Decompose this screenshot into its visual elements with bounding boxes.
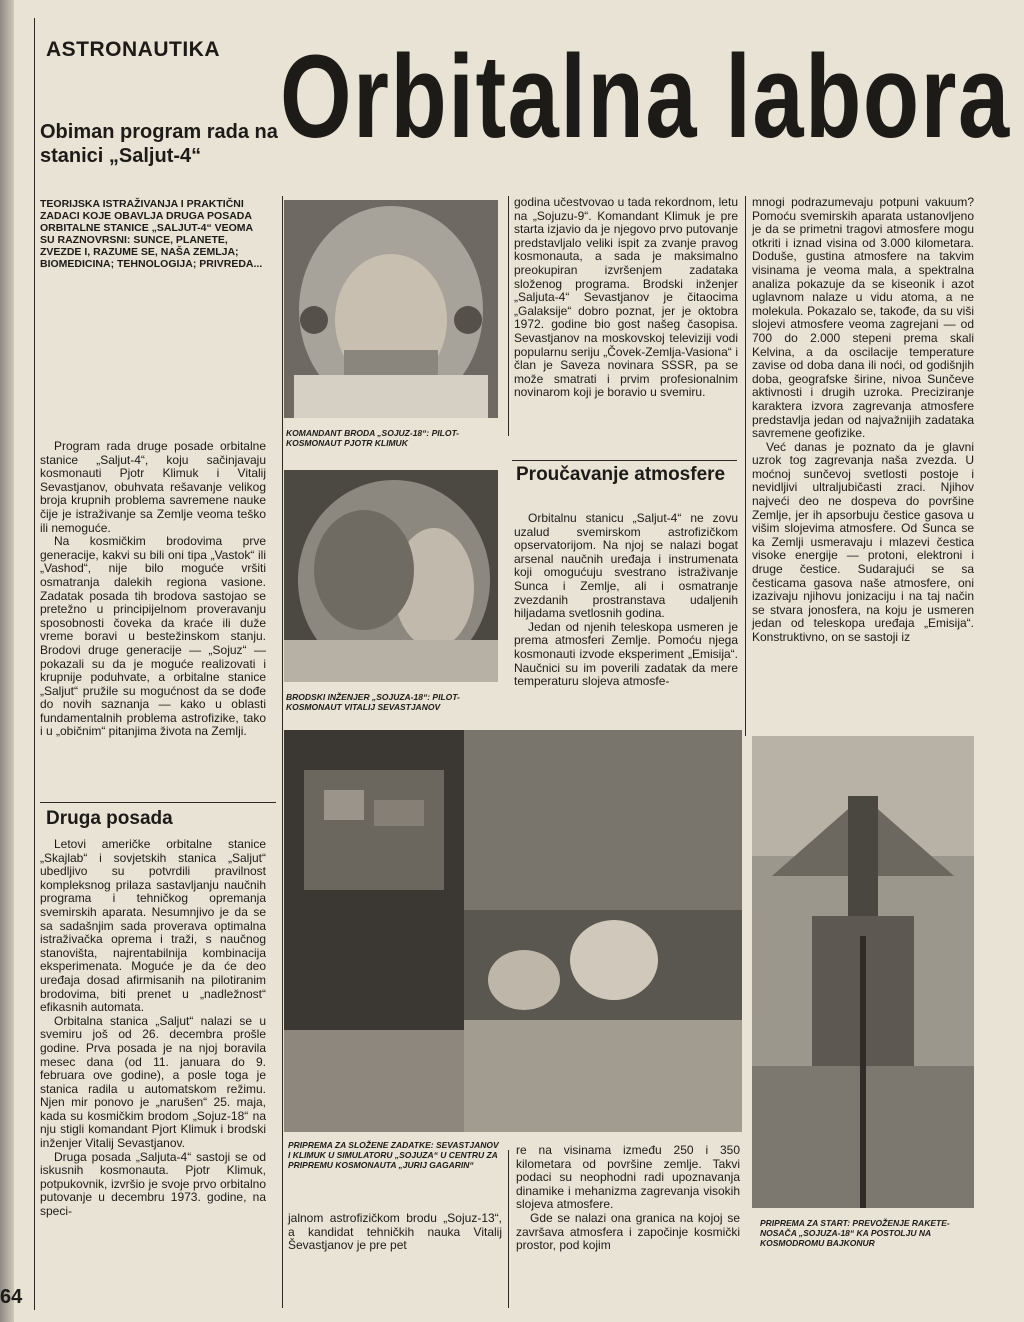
paragraph: Već danas je poznato da je glavni uzrok tog zagrevanja naša zvezda. U moćnoj sunčevoj svetlosti postoje i nevidljivi ultraljubičasti zraci. Njihov najveći deo ne dospeva do površine Zemlje, jer ih apsorbuju čestice gasova u višim slojevima atmosfere. Od Sunca se ka Zemlji usmeravaju i mlazevi čestica visoke energije — protoni, elektroni i druge čestice. Sudarajući se sa česticama gasova naše atmosfere, oni izazivaju njihovu jonizaciju i na taj način se stvara jonosfera, na koju je usmeren jedan od teleskopa uređaja „Emisija“. Konstruktivno, on se sastoji iz	[752, 439, 974, 644]
column-rule-3	[745, 196, 746, 736]
paragraph: Letovi američke orbitalne stanice „Skajlab“ i sovjetskih stanica „Saljut“ ubedljivo su potvrdili pravilnost kompleksnog prilaza sastavljanju naučnih programa i tehničkog opremanja svemirskih aparata. Nesumnjivo je da se sa sadašnjim sada proverava optimalna istraživačka oprema i traži, s naučnog stanovišta, najrentabilnija kombinacija eksperimenata. Moguće je da će deo uređaja dosad afirmisanih na pilotiranim brodovima, biti prenet u „nadležnost“ efikasnih automata.	[40, 837, 266, 1015]
column-1-text-continued	[40, 838, 266, 1219]
column-rule-2	[508, 196, 509, 436]
column-3-bottom-text	[516, 1144, 740, 1253]
simulator-cockpit-illustration	[284, 730, 742, 1132]
photo-caption-4: PRIPREMA ZA START: PREVOŽENJE RAKETE-NOSAČA „SOJUZA-18“ KA POSTOLJU NA KOSMODROMU BAJKONUR	[760, 1218, 950, 1248]
left-margin-rule	[34, 18, 35, 1310]
paragraph: Druga posada „Saljuta-4“ sastoji se od iskusnih kosmonauta. Pjotr Klimuk, potpukovnik, izvršio je svoje prvo orbitalno putovanje u decembru 1973. godine, na speci-	[40, 1149, 266, 1219]
section-label: ASTRONAUTIKA	[46, 38, 220, 61]
column-1-text	[40, 440, 266, 739]
heading-druga-posada: Druga posada	[46, 808, 173, 829]
column-4-text	[752, 196, 974, 645]
column-rule-2b	[508, 1150, 509, 1308]
article-lead: TEORIJSKA ISTRAŽIVANJA I PRAKTIČNI ZADACI KOJE OBAVLJA DRUGA POSADA ORBITALNE STANICE „SALJUT-4“ VEOMA SU RAZNOVRSNI: SUNCE, PLANETE, ZVEZDE I, RAZUME SE, NAŠA ZEMLJA; BIOMEDICINA; TEHNOLOGIJA; PRIVREDA...	[40, 198, 263, 270]
section-rule-2	[512, 460, 737, 461]
helmet-portrait-illustration	[284, 200, 498, 418]
article-title: Orbitalna labora	[280, 31, 1011, 163]
helmet-profile-illustration	[284, 470, 498, 682]
paragraph: mnogi podrazumevaju potpuni vakuum? Pomoću svemirskih aparata ustanovljeno je da se primetni tragovi atmosfere mogu otkriti i iznad visina od 3.000 kilometara. Doduše, gustina atmosfere na takvim visinama je veoma mala, a spektralna analiza pokazuje da se kiseonik i azot uglavnom nalaze u vidu atoma, a ne molekula. Pokazalo se, takođe, da su viši slojevi atmosfere veoma zagrejani — od 700 do 2.000 stepeni prema skali Kelvina, a da oscilacije temperature zavise od doba dana ili noći, od godišnjih doba, geografske širine, nivoa Sunčeve aktivnosti i drugih uzroka. Preciziranje karaktera izvora zagrevanja atmosfere predstavlja jedan od najvažnijih zadataka savremene geofizike.	[752, 195, 974, 441]
portrait-photo-klimuk	[284, 200, 498, 418]
heading-proucavanje-atmosfere: Proučavanje atmosfere	[516, 464, 726, 485]
paragraph: Gde se nalazi ona granica na kojoj se završava atmosfera i započinje kosmički prostor, pod kojim	[516, 1210, 740, 1253]
photo-caption-3: PRIPREMA ZA SLOŽENE ZADATKE: SEVASTJANOV I KLIMUK U SIMULATORU „SOJUZA“ U CENTRU ZA PRIPREMU KOSMONAUTA „JURIJ GAGARIN“	[288, 1140, 499, 1170]
portrait-photo-sevastjanov	[284, 470, 498, 682]
simulator-photo	[284, 730, 742, 1132]
rocket-transport-photo	[752, 736, 974, 1208]
article-subtitle: Obiman program rada na stanici „Saljut-4“	[40, 121, 278, 167]
paragraph: Program rada druge posade orbitalne stanice „Saljut-4“, koju sačinjavaju kosmonauti Pjotr Klimuk i Vitalij Sevastjanov, obuhvata rešavanje velikog broja krupnih problema savremene nauke čije je istraživanje sa Zemlje veoma teško ili nemoguće.	[40, 439, 266, 535]
paragraph: godina učestvovao u tada rekordnom, letu na „Sojuzu-9“. Komandant Klimuk je pre starta izjavio da je njegovo prvo putovanje predstavljalo veliki ispit za zvanje pravog kosmonauta, a sada je maksimalno preokupiran izvršenjem zadataka složenog programa. Brodski inženjer „Saljuta-4“ Sevastjanov je čitaocima „Galaksije“ dobro poznat, jer je oktobra 1972. godine bio gost našeg časopisa. Sevastjanov na moskovskoj televiziji vodi popularnu seriju „Čovek-Zemlja-Vasiona“ i član je Saveza novinara SSSR, pa se može smatrati i prvim profesionalnim novinarom koji je boravio u svemiru.	[514, 195, 738, 400]
paragraph: Orbitalnu stanicu „Saljut-4“ ne zovu uzalud svemirskom astrofizičkom opservatorijom. Na njoj se nalazi bogat arsenal naučnih uređaja i instrumenata koji omogućuju svestrano istraživanje Sunca i Zemlje, ali i osmatranje zvezdanih prostranstava udaljenih hiljadama svetlosnih godina.	[514, 511, 738, 621]
column-3-text	[514, 196, 738, 400]
column-3-text-continued	[514, 512, 738, 689]
paragraph: Orbitalna stanica „Saljut“ nalazi se u svemiru još od 26. decembra prošle godine. Prva posada je na njoj boravila mesec dana (od 11. januara do 9. februara ove godine), a posle toga je stanica radila u automatskom režimu. Njen mir ponovo je „narušen“ 25. maja, kada su kosmičkim brodom „Sojuz-18“ na nju stigli komandant Pjort Klimuk i brodski inženjer Vitalij Sevastjanov.	[40, 1013, 266, 1151]
section-rule	[40, 802, 276, 803]
launch-site-illustration	[752, 736, 974, 1208]
paragraph: re na visinama između 250 i 350 kilometara od površine zemlje. Takvi podaci su neophodni radi upoznavanja dinamike i mehanizma zagrevanja visokih slojeva atmosfere.	[516, 1143, 740, 1212]
photo-caption-1: KOMANDANT BRODA „SOJUZ-18“: PILOT-KOSMONAUT PJOTR KLIMUK	[286, 428, 459, 448]
paragraph: Jedan od njenih teleskopa usmeren je prema atmosferi Zemlje. Pomoću njega kosmonauti izvode eksperiment „Emisija“. Naučnici su im poverili zadatak da mere temperaturu slojeva atmosfe-	[514, 619, 738, 689]
photo-caption-2: BRODSKI INŽENJER „SOJUZA-18“: PILOT-KOSMONAUT VITALIJ SEVASTJANOV	[286, 692, 460, 712]
paragraph: Na kosmičkim brodovima prve generacije, kakvi su bili oni tipa „Vastok“ ili „Vashod“, nije bilo moguće vršiti osmatranja dalekih regiona vasione. Zadatak posada tih brodova sastojao se pretežno u principijelnom proveravanju sposobnosti čoveka da kraće ili duže vreme boravi u bestežinskom stanju. Brodovi druge generacije — „Sojuz“ — pokazali su da je moguće realizovati i krupnije poduhvate, a orbitalne stanice „Saljut“ pružile su mogućnost da se dođe do novih saznanja — kako u oblasti fundamentalnih problema astrofizike, tako i u „običnim“ pitanjima života na Zemlji.	[40, 534, 266, 739]
column-2-bottom-text: jalnom astrofizičkom brodu „Sojuz-13“, a kandidat tehničkih nauka Vitalij Ševastjanov je pre pet	[288, 1211, 502, 1253]
page-number: 64	[0, 1286, 23, 1308]
column-rule-1	[282, 196, 283, 1308]
page-binding-edge	[0, 0, 14, 1322]
